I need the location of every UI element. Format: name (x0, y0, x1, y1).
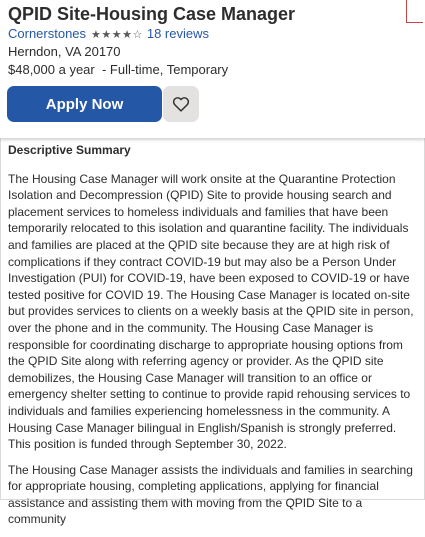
job-location: Herndon, VA 20170 (8, 44, 121, 59)
description-paragraph: The Housing Case Manager will work onsite at the Quarantine Protection Isolation and Decompression (QPID) Site to provide housing search and placement services to homeless individuals and families that have been temporarily relocated to this isolation and quarantine facility. The individuals and families are placed at the QPID site because they are at high risk of complications if they contract COVID-19 but may also be a Person Under Investigation (PUI) for COVID-19, have been exposed to COVID-19 or have tested positive for COVID 19. The Housing Case Manager is located on-site but provides services to clients on a weekly basis at the QPID site in person, over the phone and in the community. The Housing Case Manager is responsible for coordinating discharge to appropriate housing options from the QPID Site along with referring agency or provider. As the QPID site demobilizes, the Housing Case Manager will transition to an office or emergency shelter setting to continue to provide rapid rehousing services to individuals and families experiencing homelessness in the community. A Housing Case Manager bilingual in English/Spanish is strongly preferred. This position is funded through September 30, 2022. (8, 171, 414, 452)
job-header (0, 0, 425, 138)
heart-outline-icon (172, 96, 190, 112)
job-title: QPID Site-Housing Case Manager (8, 4, 296, 24)
description-paragraph: The Housing Case Manager assists the individuals and families in searching for appropriate housing, completing applications, applying for financial assistance and assisting them with moving from the QPID Site to a community (8, 462, 413, 527)
company-link[interactable]: Cornerstones (8, 26, 87, 41)
close-corner-mark (406, 0, 423, 23)
section-heading: Descriptive Summary (8, 143, 131, 157)
apply-now-button[interactable]: Apply Now (7, 86, 162, 122)
save-job-button[interactable] (163, 86, 199, 122)
rating-stars-icon: ★★★★☆ (91, 29, 143, 41)
job-description (8, 142, 418, 537)
salary-and-type: $48,000 a year - Full-time, Temporary (8, 62, 229, 77)
company-row (8, 26, 209, 41)
reviews-link[interactable]: 18 reviews (146, 26, 209, 41)
